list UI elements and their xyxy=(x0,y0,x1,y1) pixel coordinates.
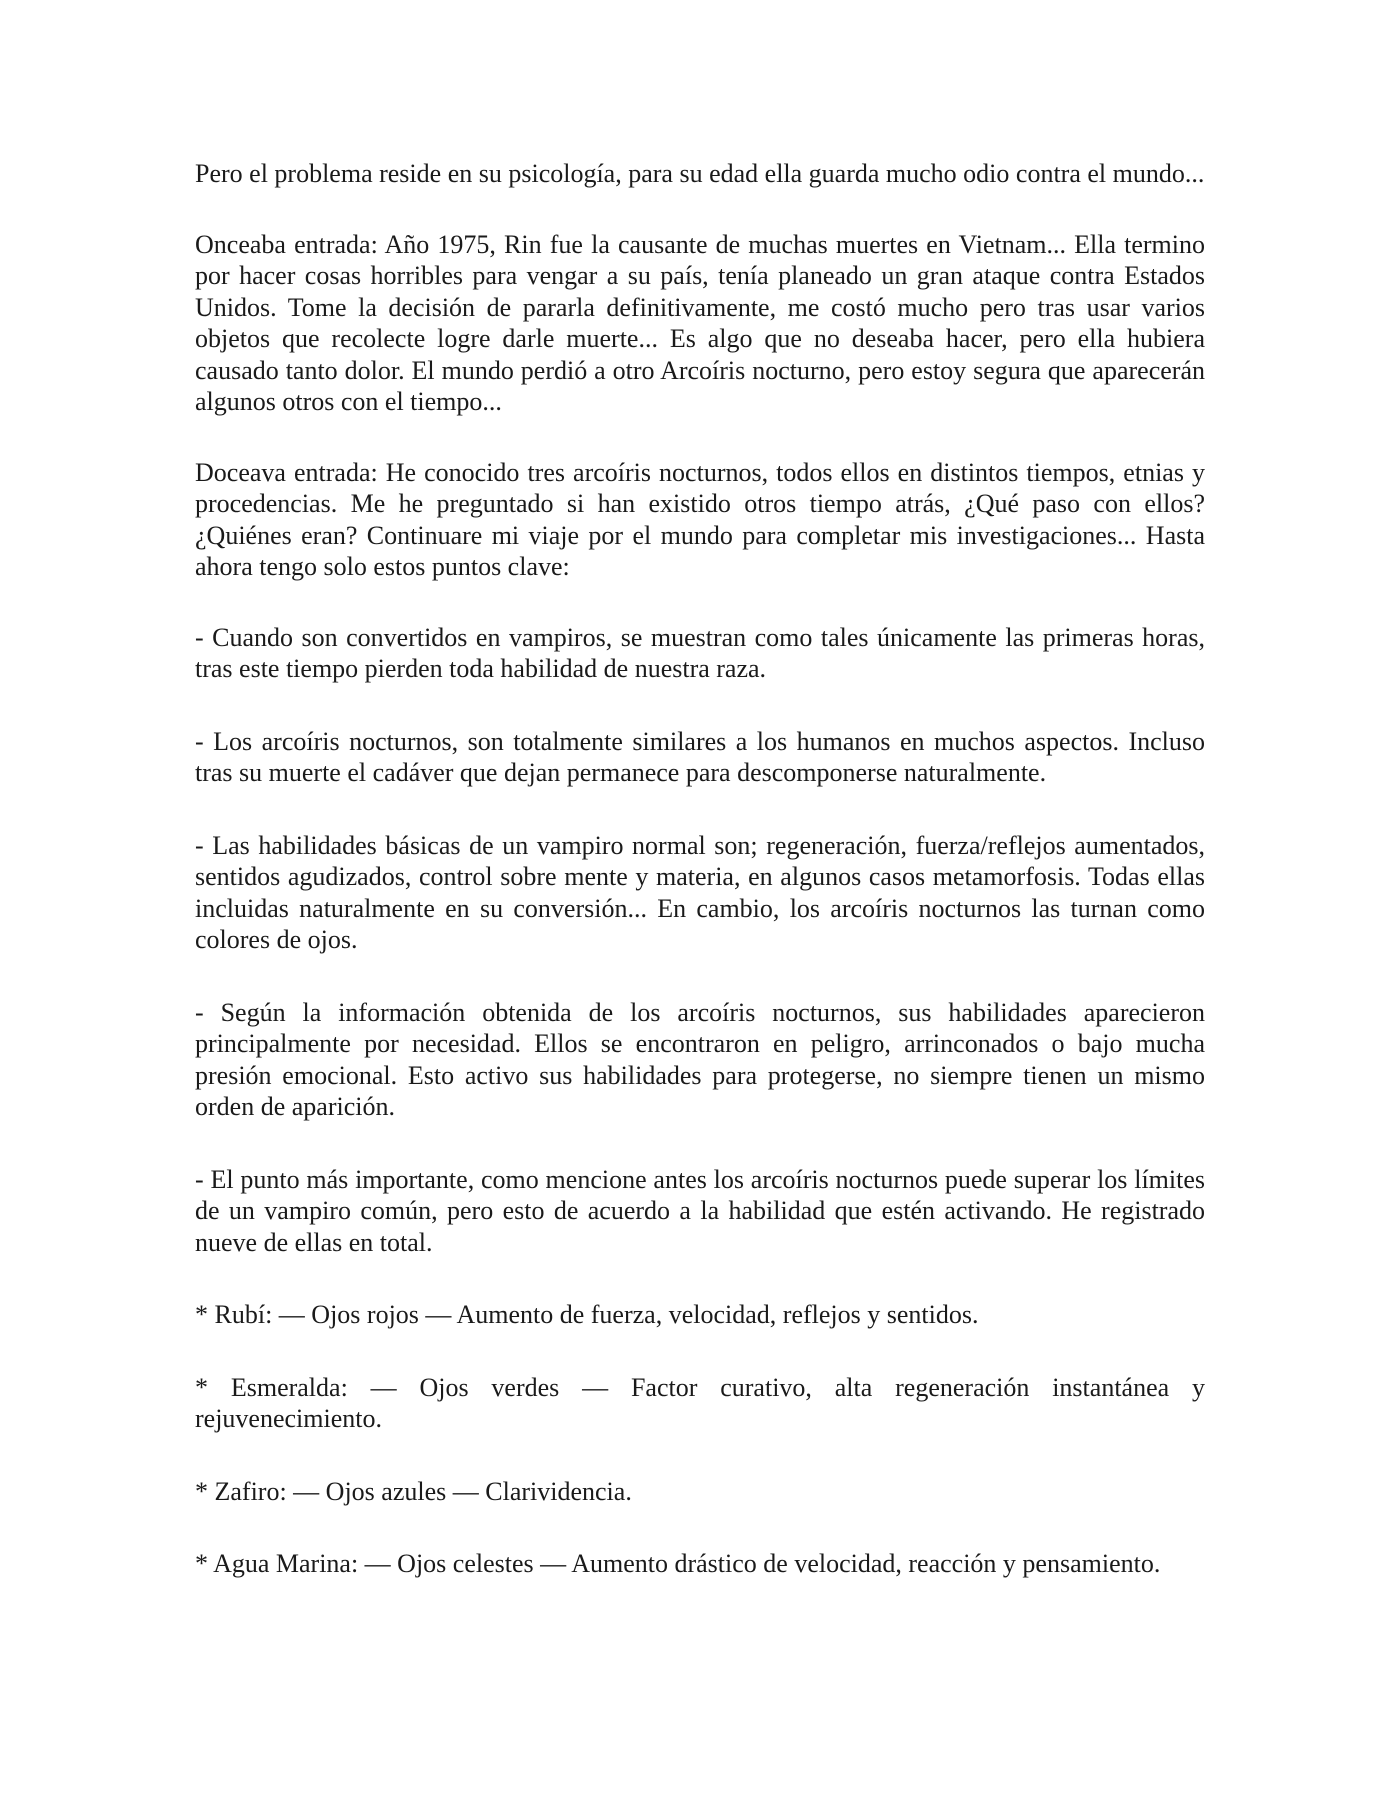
abilities-list xyxy=(195,1299,1205,1580)
paragraph-entry-twelve: Doceava entrada: He conocido tres arcoíris nocturnos, todos ellos en distintos tiempos, etnias y procedencias. Me he preguntado si han existido otros tiempo atrás, ¿Qué paso con ellos? ¿Quiénes eran? Continuare mi viaje por el mundo para completar mis investigaciones... Hasta ahora tengo solo estos puntos clave: xyxy=(195,457,1205,581)
ability-item: * Esmeralda: — Ojos verdes — Factor curativo, alta regeneración instantánea y rejuvenecimiento. xyxy=(195,1372,1205,1433)
paragraph-intro: Pero el problema reside en su psicología, para su edad ella guarda mucho odio contra el mundo... xyxy=(195,159,1205,188)
document-page xyxy=(195,158,1205,1621)
intro-section xyxy=(195,158,1205,583)
key-point-item: - El punto más importante, como mencione antes los arcoíris nocturnos puede superar los límites de un vampiro común, pero esto de acuerdo a la habilidad que estén activando. He registrado nueve de ellas en total. xyxy=(195,1164,1205,1257)
key-point-item: - Los arcoíris nocturnos, son totalmente similares a los humanos en muchos aspectos. Incluso tras su muerte el cadáver que dejan permanece para descomponerse naturalmente. xyxy=(195,726,1205,787)
key-point-item: - Cuando son convertidos en vampiros, se muestran como tales únicamente las primeras horas, tras este tiempo pierden toda habilidad de nuestra raza. xyxy=(195,622,1205,683)
ability-item: * Rubí: — Ojos rojos — Aumento de fuerza, velocidad, reflejos y sentidos. xyxy=(195,1300,979,1329)
key-points-list xyxy=(195,622,1205,1259)
ability-item: * Agua Marina: — Ojos celestes — Aumento drástico de velocidad, reacción y pensamiento. xyxy=(195,1549,1161,1578)
paragraph-entry-eleven: Onceaba entrada: Año 1975, Rin fue la causante de muchas muertes en Vietnam... Ella termino por hacer cosas horribles para vengar a su país, tenía planeado un gran ataque contra Estados Unidos. Tome la decisión de pararla definitivamente, me costó mucho pero tras usar varios objetos que recolecte logre darle muerte... Es algo que no deseaba hacer, pero ella hubiera causado tanto dolor. El mundo perdió a otro Arcoíris nocturno, pero estoy segura que aparecerán algunos otros con el tiempo... xyxy=(195,229,1205,416)
key-point-item: - Según la información obtenida de los arcoíris nocturnos, sus habilidades aparecieron principalmente por necesidad. Ellos se encontraron en peligro, arrinconados o bajo mucha presión emocional. Esto activo sus habilidades para protegerse, no siempre tienen un mismo orden de aparición. xyxy=(195,997,1205,1121)
key-point-item: - Las habilidades básicas de un vampiro normal son; regeneración, fuerza/reflejos aumentados, sentidos agudizados, control sobre mente y materia, en algunos casos metamorfosis. Todas ellas incluidas naturalmente en su conversión... En cambio, los arcoíris nocturnos las turnan como colores de ojos. xyxy=(195,830,1205,954)
ability-item: * Zafiro: — Ojos azules — Clarividencia. xyxy=(195,1476,632,1506)
